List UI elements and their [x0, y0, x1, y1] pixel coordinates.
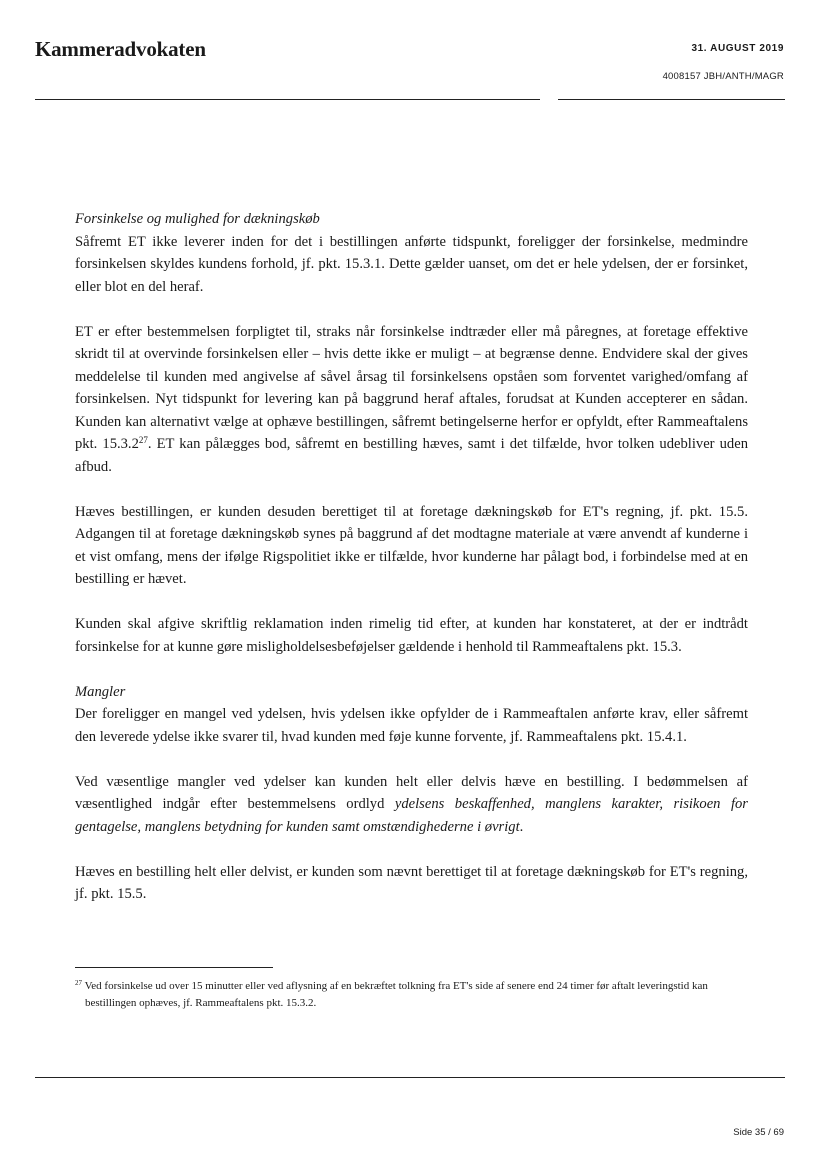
firm-name: Kammeradvokaten — [35, 37, 206, 61]
document-reference: 4008157 JBH/ANTH/MAGR — [662, 71, 784, 82]
quoted-criteria: ydelsens beskaffenhed, manglens karakter, risikoen for gentagelse, manglens betydning for kunden samt omstændighederne i øvrigt — [75, 796, 748, 835]
section-heading-defects: Mangler — [75, 683, 126, 700]
footnote-text: Ved forsinkelse ud over 15 minutter eller ved aflysning af en bekræftet tolkning fra ET's side af senere end 24 timer før aftalt leveringstid kan bestillingen ophæves, jf. Rammeaftalens pkt. 15.3.2. — [84, 980, 708, 1009]
document-body — [75, 208, 748, 906]
paragraph-material-defects — [75, 771, 748, 839]
paragraph-delay-obligations — [75, 321, 748, 479]
paragraph-text: . ET kan pålægges bod, såfremt en bestilling hæves, samt i det tilfælde, hvor tolken udebliver uden afbud. — [75, 436, 748, 475]
paragraph-text: . — [519, 818, 524, 835]
header-rule-left — [35, 99, 540, 100]
paragraph-text: Ved væsentlige mangler ved ydelser kan kunden helt eller delvis hæve en bestilling. I bedømmelsen af væsentlighed indgår efter bestemmelsens ordlyd — [75, 773, 748, 812]
paragraph-cover-purchase: Hæves bestillingen, er kunden desuden berettiget til at foretage dækningskøb for ET's regning, jf. pkt. 15.5. Adgangen til at foretage dækningskøb synes på baggrund af det modtagne materiale at være anvendt af kunderne i et vist omfang, mens der ifølge Rigspolitiet ikke er tilfælde, hvor kunderne har pålagt bod, i forbindelse med at en bestilling er hævet. — [75, 503, 748, 587]
footnote-reference: 27 — [138, 435, 148, 445]
header-rule-right — [558, 99, 785, 100]
paragraph-text: ET er efter bestemmelsen forpligtet til, straks når forsinkelse indtræder eller må påregnes, at foretage effektive skridt til at overvinde forsinkelsen eller – hvis dette ikke er muligt – at begrænse denne. Endvidere skal der gives meddelelse til kunden med angivelse af såvel årsag til forsinkelsens opståen som forventet varighed/omfang af forsinkelsen. Nyt tidspunkt for levering kan på baggrund heraf aftales, forudsat at Kunden accepterer en sådan. Kunden kan alternativt vælge at ophæve bestillingen, såfremt betingelserne herfor er opfyldt, efter Rammeaftalens pkt. 15.3.2 — [75, 323, 748, 452]
document-date: 31. AUGUST 2019 — [691, 43, 784, 54]
footer-rule — [35, 1077, 785, 1078]
paragraph-cancellation: Hæves en bestilling helt eller delvist, er kunden som nævnt berettiget til at foretage dækningskøb for ET's regning, jf. pkt. 15.5. — [75, 863, 748, 902]
page-number: Side 35 / 69 — [733, 1127, 784, 1138]
paragraph-defect-definition: Der foreligger en mangel ved ydelsen, hvis ydelsen ikke opfylder de i Rammeaftalen anførte krav, eller såfremt den leverede ydelse ikke svarer til, hvad kunden med føje kunne forvente, jf. Rammeaftalens pkt. 15.4.1. — [75, 706, 748, 745]
paragraph-delay-definition: Såfremt ET ikke leverer inden for det i bestillingen anførte tidspunkt, foreligger der forsinkelse, medmindre forsinkelsen skyldes kundens forhold, jf. pkt. 15.3.1. Dette gælder uanset, om det er hele ydelsen, der er forsinket, eller blot en del heraf. — [75, 233, 748, 295]
section-heading-delay: Forsinkelse og mulighed for dækningskøb — [75, 211, 320, 227]
paragraph-complaint: Kunden skal afgive skriftlig reklamation inden rimelig tid efter, at kunden har konstateret, at der er indtrådt forsinkelse for at kunne gøre misligholdelsesbeføjelser gældende i henhold til Rammeaftalens pkt. 15.3. — [75, 616, 748, 655]
footnote-number: 27 — [75, 979, 82, 987]
footnote — [75, 978, 748, 1012]
footnote-separator — [75, 967, 273, 968]
